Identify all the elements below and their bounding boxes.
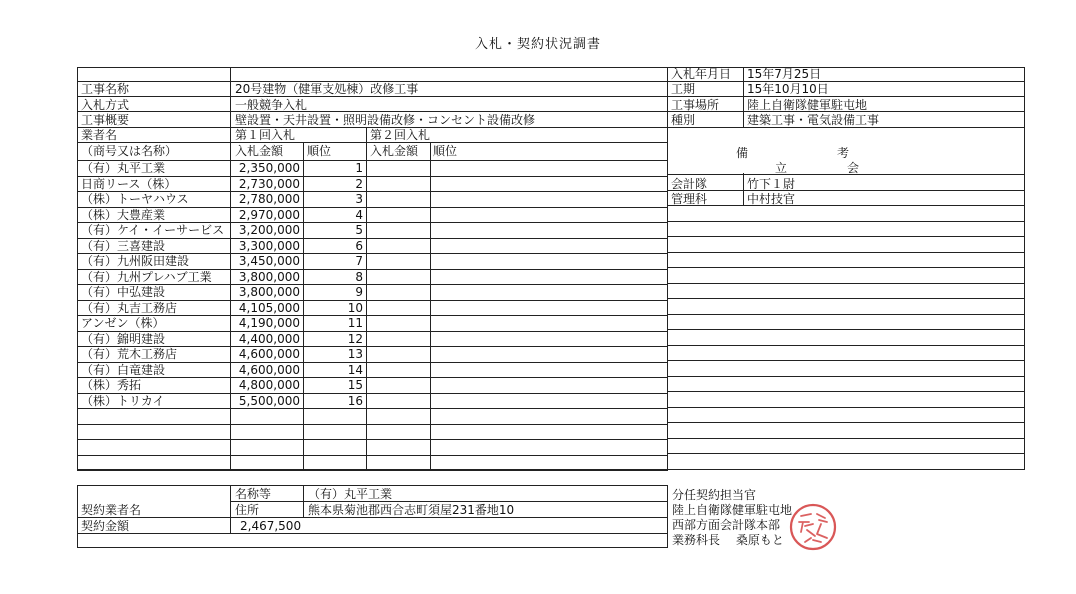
bidder-company: （有）錦明建設 <box>81 332 166 346</box>
bidder-company: （有）丸平工業 <box>81 161 166 175</box>
witness-name: 中村技官 <box>747 192 796 206</box>
officer-unit: 西部方面会計隊本部 <box>672 518 781 532</box>
bidder-rank: 16 <box>347 394 363 408</box>
grid-line <box>743 173 744 205</box>
bidder-amount: 3,800,000 <box>238 270 300 284</box>
grid-line <box>77 160 668 161</box>
grid-line <box>77 284 668 285</box>
bidder-rank: 7 <box>355 254 363 268</box>
grid-line <box>77 455 668 456</box>
overview: 壁設置・天井設置・照明設備改修・コンセント設備改修 <box>235 113 536 127</box>
bidder-amount: 3,450,000 <box>238 254 300 268</box>
grid-line <box>77 470 668 471</box>
grid-line <box>77 377 668 378</box>
bidder-amount: 5,500,000 <box>238 394 300 408</box>
grid-line <box>667 407 1025 408</box>
bidder-company: アンゼン（株） <box>81 316 165 330</box>
grid-line <box>77 424 668 425</box>
bid-method-label: 入札方式 <box>81 98 130 112</box>
contract-amount-label: 契約金額 <box>81 519 130 533</box>
grid-line <box>366 127 367 470</box>
bidder-company: 日商リース（株） <box>81 177 177 191</box>
contract-amount: 2,467,500 <box>240 519 302 533</box>
bidder-amount: 4,400,000 <box>238 332 300 346</box>
bidder-company: （有）荒木工務店 <box>81 347 178 361</box>
grid-line <box>77 517 668 518</box>
officer-title: 分任契約担当官 <box>672 488 757 502</box>
official-seal-icon <box>787 500 839 554</box>
grid-line <box>230 485 231 533</box>
grid-line <box>77 315 668 316</box>
bidder-amount: 3,300,000 <box>238 239 300 253</box>
grid-line <box>77 362 668 363</box>
bidder-amount: 2,780,000 <box>238 192 300 206</box>
bidder-rank: 3 <box>355 192 363 206</box>
grid-line <box>77 111 668 112</box>
contract-name-label: 名称等 <box>235 487 272 501</box>
remarks-header-1: 備 <box>736 146 749 160</box>
grid-line <box>667 205 1025 206</box>
bidder-amount: 4,105,000 <box>238 301 300 315</box>
bidder-rank: 2 <box>355 177 363 191</box>
bidder-rank: 13 <box>347 347 363 361</box>
grid-line <box>667 252 1025 253</box>
remarks-header-2: 考 <box>837 146 850 160</box>
site-label: 工事場所 <box>671 98 720 112</box>
bidder-rank: 12 <box>347 332 363 346</box>
rank-header: 順位 <box>307 144 332 158</box>
contractor-label: 契約業者名 <box>81 503 142 517</box>
document-title: 入札・契約状況調書 <box>474 37 601 52</box>
bidder-company: （株）大豊産業 <box>81 208 166 222</box>
grid-line <box>667 236 1025 237</box>
grid-line <box>77 331 668 332</box>
bidder-company: （株）トリカイ <box>81 394 165 408</box>
rank-header-2: 順位 <box>433 144 458 158</box>
contract-address-label: 住所 <box>235 503 260 517</box>
grid-line <box>77 393 668 394</box>
bidder-company: （有）ケイ・イーサービス <box>81 223 225 237</box>
grid-line <box>667 376 1025 377</box>
officer-base: 陸上自衛隊健軍駐屯地 <box>672 503 793 517</box>
bidder-company: （有）白竜建設 <box>81 363 166 377</box>
bidder-rank: 10 <box>347 301 363 315</box>
witness-header-2: 会 <box>847 161 860 175</box>
grid-line <box>667 453 1025 454</box>
amount-header: 入札金額 <box>235 144 284 158</box>
bid-date: 15年7月25日 <box>747 67 822 81</box>
bidder-rank: 11 <box>347 316 363 330</box>
period: 15年10月10日 <box>747 82 829 96</box>
grid-line <box>667 127 1025 128</box>
grid-line <box>667 345 1025 346</box>
grid-line <box>667 298 1025 299</box>
bid-method: 一般競争入札 <box>235 98 308 112</box>
category: 建築工事・電気設備工事 <box>747 113 880 127</box>
grid-line <box>667 391 1025 392</box>
bidder-amount: 4,600,000 <box>238 347 300 361</box>
grid-line <box>77 96 668 97</box>
period-label: 工期 <box>671 82 696 96</box>
bidder-amount: 2,350,000 <box>238 161 300 175</box>
grid-line <box>77 408 668 409</box>
category-label: 種別 <box>671 113 696 127</box>
grid-line <box>77 238 668 239</box>
grid-line <box>667 283 1025 284</box>
grid-line <box>667 438 1025 439</box>
grid-line <box>667 221 1025 222</box>
bidder-rank: 8 <box>355 270 363 284</box>
project-name: 20号建物（健軍支処棟）改修工事 <box>235 82 419 96</box>
bidder-rank: 9 <box>355 285 363 299</box>
bidder-company: （株）秀拓 <box>81 378 142 392</box>
bidder-rank: 15 <box>347 378 363 392</box>
bidder-company: （株）トーヤハウス <box>81 192 189 206</box>
bidder-company: （有）丸吉工務店 <box>81 301 178 315</box>
grid-line <box>667 190 1025 191</box>
bidder-amount: 4,600,000 <box>238 363 300 377</box>
witness-unit: 管理科 <box>671 192 708 206</box>
bidder-amount: 4,800,000 <box>238 378 300 392</box>
bidder-company: （有）中弘建設 <box>81 285 166 299</box>
witness-unit: 会計隊 <box>671 177 708 191</box>
bidder-rank: 4 <box>355 208 363 222</box>
bidder-rank: 1 <box>355 161 363 175</box>
grid-line <box>77 142 668 143</box>
bidder-company: （有）三喜建設 <box>81 239 166 253</box>
grid-line <box>77 439 668 440</box>
grid-line <box>667 267 1025 268</box>
contract-address: 熊本県菊池郡西合志町須屋231番地10 <box>308 503 515 517</box>
witness-name: 竹下１尉 <box>747 177 796 191</box>
grid-line <box>743 67 744 127</box>
round2-header: 第２回入札 <box>370 128 431 142</box>
bid-date-label: 入札年月日 <box>671 67 732 81</box>
project-name-label: 工事名称 <box>81 82 130 96</box>
company-header: 業者名 <box>81 128 118 142</box>
bidder-rank: 5 <box>355 223 363 237</box>
bidder-company: （有）九州阪田建設 <box>81 254 190 268</box>
bidder-amount: 3,200,000 <box>238 223 300 237</box>
bidder-rank: 14 <box>347 363 363 377</box>
grid-line <box>667 81 1025 82</box>
bidder-rank: 6 <box>355 239 363 253</box>
grid-line <box>667 314 1025 315</box>
grid-line <box>667 96 1025 97</box>
contract-name: （有）丸平工業 <box>308 487 393 501</box>
bidder-company: （有）九州プレハブ工業 <box>81 270 212 284</box>
grid-line <box>667 174 1025 175</box>
grid-line <box>667 329 1025 330</box>
amount-header-2: 入札金額 <box>370 144 419 158</box>
witness-header-1: 立 <box>775 161 788 175</box>
bidder-amount: 2,730,000 <box>238 177 300 191</box>
round1-header: 第１回入札 <box>235 128 296 142</box>
officer-name: 業務科長 桑原もと <box>672 533 784 547</box>
bidder-amount: 3,800,000 <box>238 285 300 299</box>
grid-line <box>77 207 668 208</box>
company-header-sub: （商号又は名称） <box>81 144 178 158</box>
overview-label: 工事概要 <box>81 113 130 127</box>
grid-line <box>230 501 667 502</box>
bidder-amount: 4,190,000 <box>238 316 300 330</box>
bidder-amount: 2,970,000 <box>238 208 300 222</box>
grid-line <box>667 422 1025 423</box>
site: 陸上自衛隊健軍駐屯地 <box>747 98 868 112</box>
grid-line <box>77 533 668 534</box>
grid-line <box>667 360 1025 361</box>
